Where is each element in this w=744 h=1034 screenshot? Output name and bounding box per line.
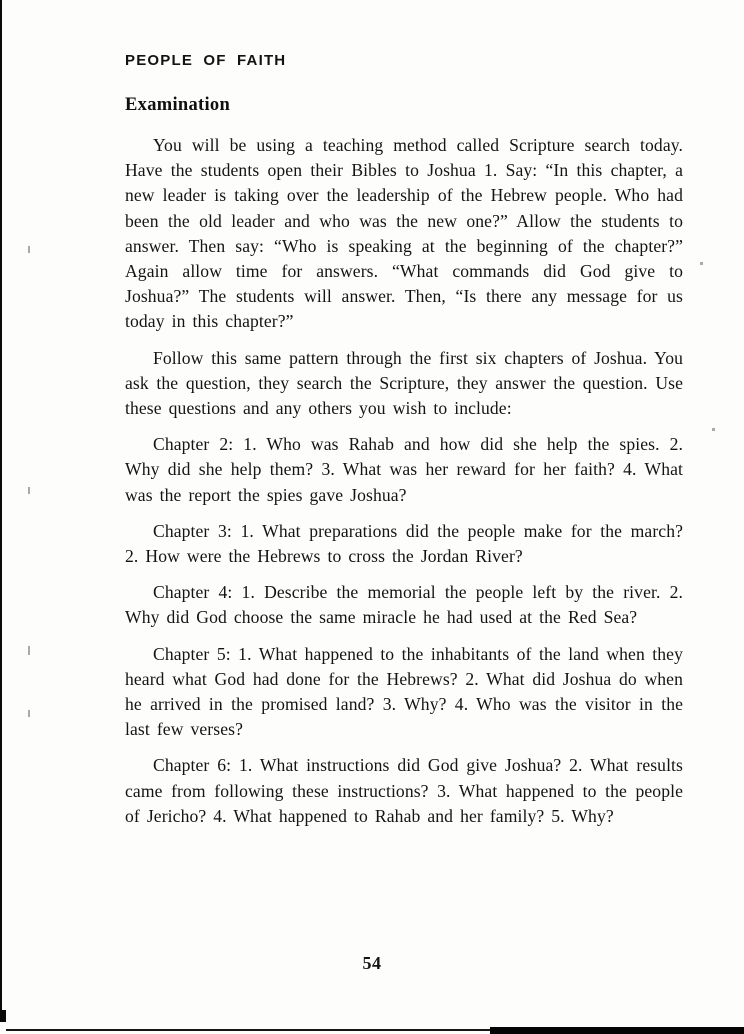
paragraph-chapter-4-questions: Chapter 4: 1. Describe the memorial the people left by the river. 2. Why did God choose the same miracle he had used at the Red Sea? <box>125 582 683 628</box>
text-block <box>125 52 683 829</box>
bottom-left-scan-mark <box>0 1010 6 1022</box>
page-number: 54 <box>362 953 382 973</box>
paragraph-chapter-3-questions: Chapter 3: 1. What preparations did the people make for the march? 2. How were the Hebrews to cross the Jordan River? <box>125 520 683 567</box>
bottom-scan-line <box>6 1029 490 1031</box>
margin-scan-speckle <box>700 262 703 265</box>
paragraph-follow-pattern: Follow this same pattern through the first six chapters of Joshua. You ask the question, they search the Scripture, they answer the question. Use these questions and any others you wish to include: <box>125 347 683 419</box>
margin-scan-speckle <box>28 487 30 494</box>
section-heading: Examination <box>125 95 231 115</box>
margin-scan-speckle <box>712 428 715 431</box>
paragraph-chapter-2-questions: Chapter 2: 1. Who was Rahab and how did she help the spies. 2. Why did she help them? 3. What was her reward for her faith? 4. What was the report the spies gave Joshua? <box>125 434 683 505</box>
paragraph-intro: You will be using a teaching method called Scripture search today. Have the students open their Bibles to Joshua 1. Say: “In this chapter, a new leader is taking over the leadership of the Hebrew people. Who had been the old leader and who was the new one?” Allow the students to answer. Then say: “Who is speaking at the beginning of the chapter?” Again allow time for answers. “What commands did God give to Joshua?” The students will answer. Then, “Is there any message for us today in this chapter?” <box>125 135 683 332</box>
left-edge-scan-line <box>0 0 2 1021</box>
running-header: PEOPLE OF FAITH <box>125 52 287 69</box>
bottom-scan-bar <box>490 1027 744 1034</box>
margin-scan-speckle <box>28 710 30 717</box>
margin-scan-speckle <box>28 646 30 655</box>
paragraph-chapter-5-questions: Chapter 5: 1. What happened to the inhabitants of the land when they heard what God had done for the Hebrews? 2. What did Joshua do when he arrived in the promised land? 3. Why? 4. Who was the visitor in the last few verses? <box>125 643 683 740</box>
paragraph-chapter-6-questions: Chapter 6: 1. What instructions did God give Joshua? 2. What results came from following these instructions? 3. What happened to the people of Jericho? 4. What happened to Rahab and her family? 5. Why? <box>125 755 683 826</box>
margin-scan-speckle <box>28 246 30 253</box>
